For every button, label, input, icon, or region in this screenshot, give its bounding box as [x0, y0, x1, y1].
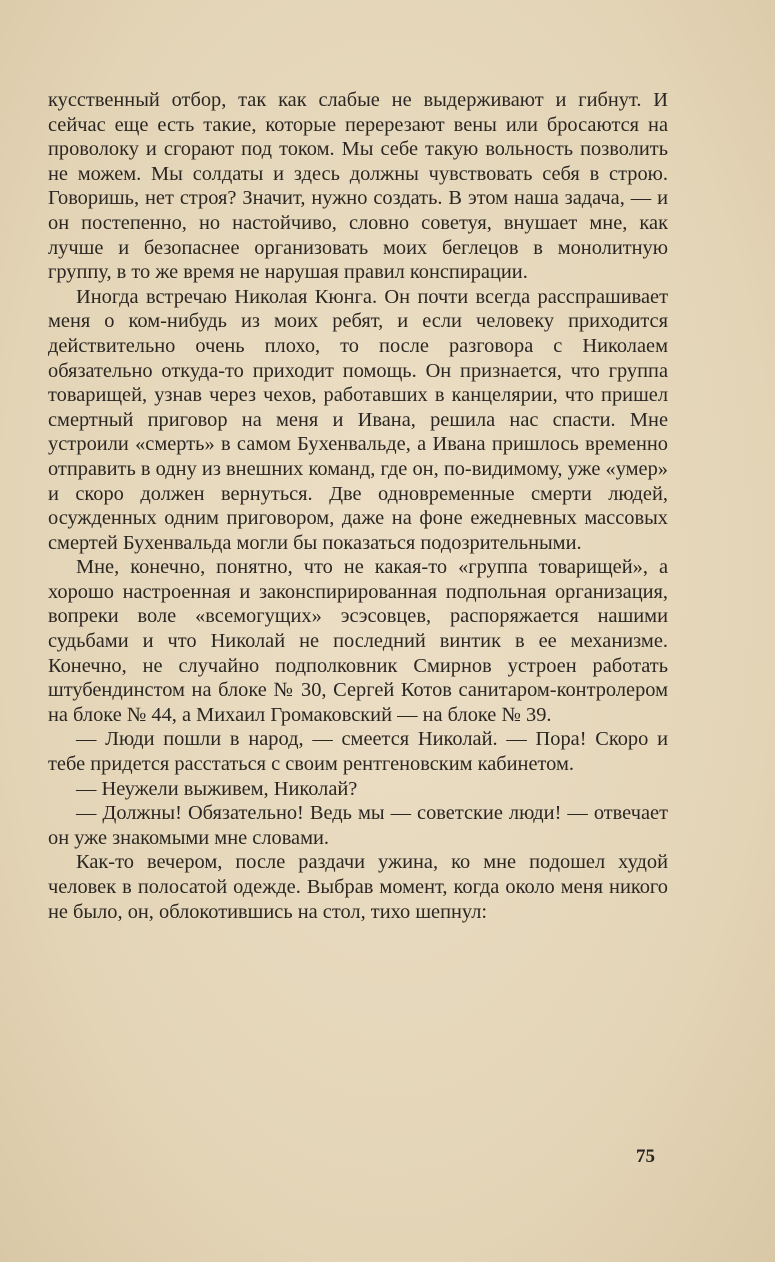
page-number: 75: [636, 1146, 655, 1167]
paragraph-5-dialogue: — Неужели выживем, Николай?: [76, 777, 358, 800]
paragraph-7: Как-то вечером, после раздачи ужина, ко мне подошел худой человек в полосатой одежде. Выбрав момент, когда около меня никого не было, он, облокотившись на стол, тихо шепнул:: [48, 851, 668, 923]
paragraph-4-dialogue: — Люди пошли в народ, — смеется Николай. — Пора! Скоро и тебе придется расстаться с своим рентгеновским кабинетом.: [48, 728, 668, 776]
body-text: [48, 88, 668, 924]
paragraph-3: Мне, конечно, понятно, что не какая-то «группа товарищей», а хорошо настроенная и законспирированная подпольная организация, вопреки воле «всемогущих» эсэсовцев, распоряжается нашими судьбами и что Николай не последний винтик в ее механизме. Конечно, не случайно подполковник Смирнов устроен работать штубендинстом на блоке № 30, Сергей Котов санитаром-контролером на блоке № 44, а Михаил Громаковский — на блоке № 39.: [48, 556, 668, 726]
paragraph-6-dialogue: — Должны! Обязательно! Ведь мы — советские люди! — отвечает он уже знакомыми мне словами.: [48, 802, 668, 849]
paragraph-1: кусственный отбор, так как слабые не выдерживают и гибнут. И сейчас еще есть такие, которые перерезают вены или бросаются на проволоку и сгорают под током. Мы себе такую вольность позволить не можем. Мы солдаты и здесь должны чувствовать себя в строю. Говоришь, нет строя? Значит, нужно создать. В этом наша задача, — и он постепенно, но настойчиво, словно советуя, внушает мне, как лучше и безопаснее организовать моих беглецов в монолитную группу, в то же время не нарушая правил конспирации.: [48, 89, 668, 284]
paragraph-2: Иногда встречаю Николая Кюнга. Он почти всегда расспрашивает меня о ком-нибудь из моих ребят, и если человеку приходится действительно очень плохо, то после разговора с Николаем обязательно откуда-то приходит помощь. Он признается, что группа товарищей, узнав через чехов, работавших в канцелярии, что пришел смертный приговор на меня и Ивана, решила нас спасти. Мне устроили «смерть» в самом Бухенвальде, а Ивана пришлось временно отправить в одну из внешних команд, где он, по-видимому, уже «умер» и скоро должен вернуться. Две одновременные смерти людей, осужденных одним приговором, даже на фоне ежедневных массовых смертей Бухенвальда могли бы показаться подозрительными.: [48, 285, 668, 554]
